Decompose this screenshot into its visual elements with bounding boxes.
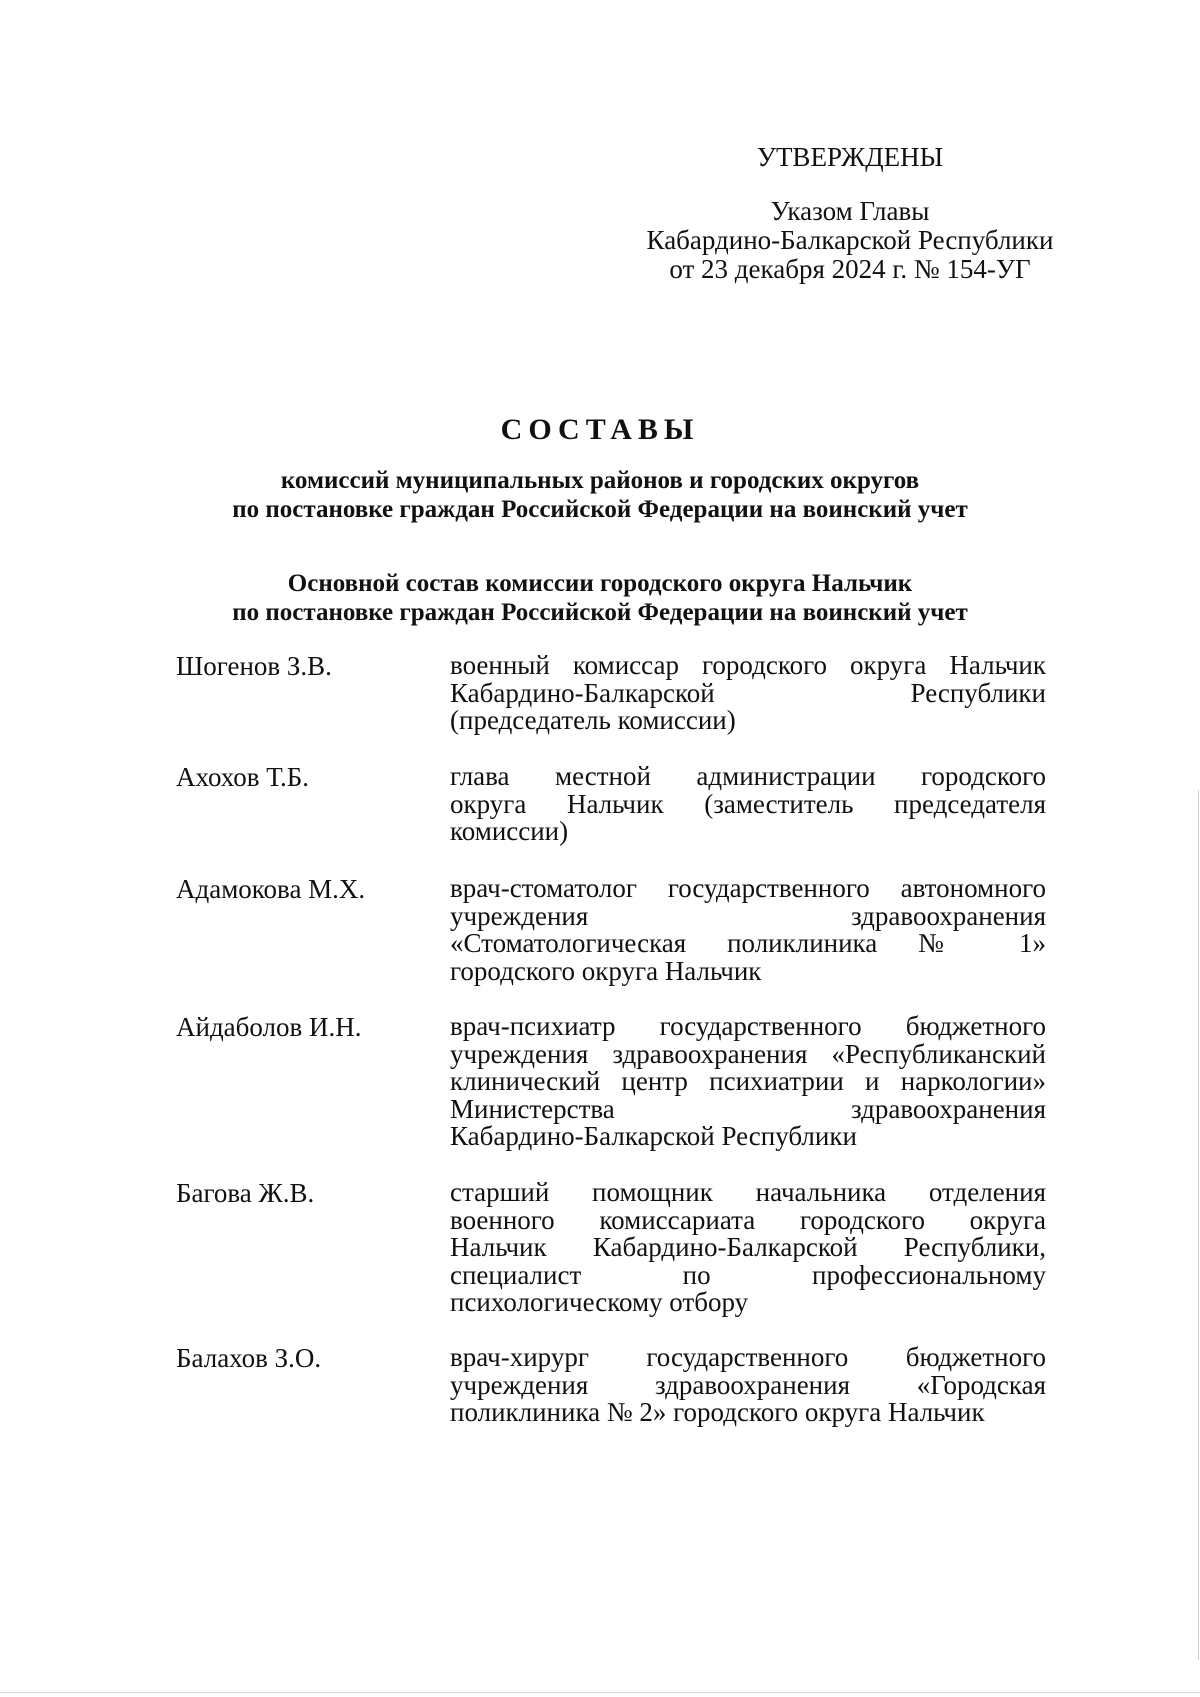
member-position-line: глава местной администрации городского	[450, 761, 1046, 791]
member-position-line: поликлиника № 2» городского округа Нальчик	[450, 1397, 985, 1427]
scan-bottom-line	[0, 1692, 1200, 1693]
section-title-line-1: Основной состав комиссии городского округа Нальчик	[287, 570, 913, 597]
member-position	[450, 1344, 1046, 1427]
approval-label: УТВЕРЖДЕНЫ	[756, 142, 944, 172]
member-position-line: клинический центр психиатрии и наркологии»	[450, 1066, 1046, 1096]
member-name: Багова Ж.В.	[176, 1178, 315, 1208]
member-position-line: Министерства здравоохранения	[450, 1093, 1046, 1124]
member-position-line: Кабардино-Балкарской Республики	[450, 1121, 857, 1151]
member-position-line: военный комиссар городского округа Нальчик	[450, 650, 1046, 680]
member-name: Балахов З.О.	[176, 1343, 322, 1373]
member-name: Ахохов Т.Б.	[176, 762, 310, 792]
member-name: Адамокова М.Х.	[176, 874, 366, 904]
member-position-line: врач-стоматолог государственного автономного	[450, 873, 1046, 903]
member-position	[450, 652, 1046, 735]
member-position-line: Нальчик Кабардино-Балкарской Республики,	[450, 1232, 1046, 1262]
member-position-line: специалист по профессиональному	[450, 1259, 1046, 1290]
member-position-line: учреждения здравоохранения «Республиканский	[450, 1038, 1046, 1069]
member-position-line: комиссии)	[450, 816, 569, 846]
subtitle-line-1: комиссий муниципальных районов и городских округов	[280, 467, 920, 494]
section-title-line-2: по постановке граждан Российской Федерации на воинский учет	[232, 599, 968, 626]
member-position-line: учреждения здравоохранения	[450, 900, 1046, 931]
member-position-line: округа Нальчик (заместитель председателя	[450, 788, 1046, 819]
member-position	[450, 763, 1046, 846]
member-position	[450, 1179, 1046, 1317]
member-position-line: «Стоматологическая поликлиника № 1»	[450, 928, 1046, 958]
member-position-line: врач-психиатр государственного бюджетного	[450, 1011, 1046, 1041]
member-position-line: (председатель комиссии)	[450, 705, 736, 735]
member-position	[450, 1013, 1046, 1151]
member-position-line: психологическому отбору	[450, 1287, 749, 1317]
member-position-line: военного комиссариата городского округа	[450, 1204, 1046, 1235]
member-name: Айдаболов И.Н.	[176, 1012, 362, 1042]
document-title: СОСТАВЫ	[500, 413, 700, 446]
decree-line-3: от 23 декабря 2024 г. № 154-УГ	[669, 254, 1031, 284]
decree-line-1: Указом Главы	[770, 196, 930, 226]
member-position-line: городского округа Нальчик	[450, 955, 762, 986]
decree-line-2: Кабардино-Балкарской Республики	[646, 225, 1054, 255]
member-position-line: старший помощник начальника отделения	[450, 1177, 1046, 1207]
member-position-line: учреждения здравоохранения «Городская	[450, 1369, 1046, 1400]
member-position-line: врач-хирург государственного бюджетного	[450, 1342, 1046, 1372]
member-position	[450, 875, 1046, 985]
member-name: Шогенов З.В.	[176, 651, 332, 681]
subtitle-line-2: по постановке граждан Российской Федерации на воинский учет	[232, 496, 968, 523]
scan-edge-line	[1198, 790, 1199, 1660]
member-position-line: Кабардино-Балкарской Республики	[450, 677, 1046, 708]
